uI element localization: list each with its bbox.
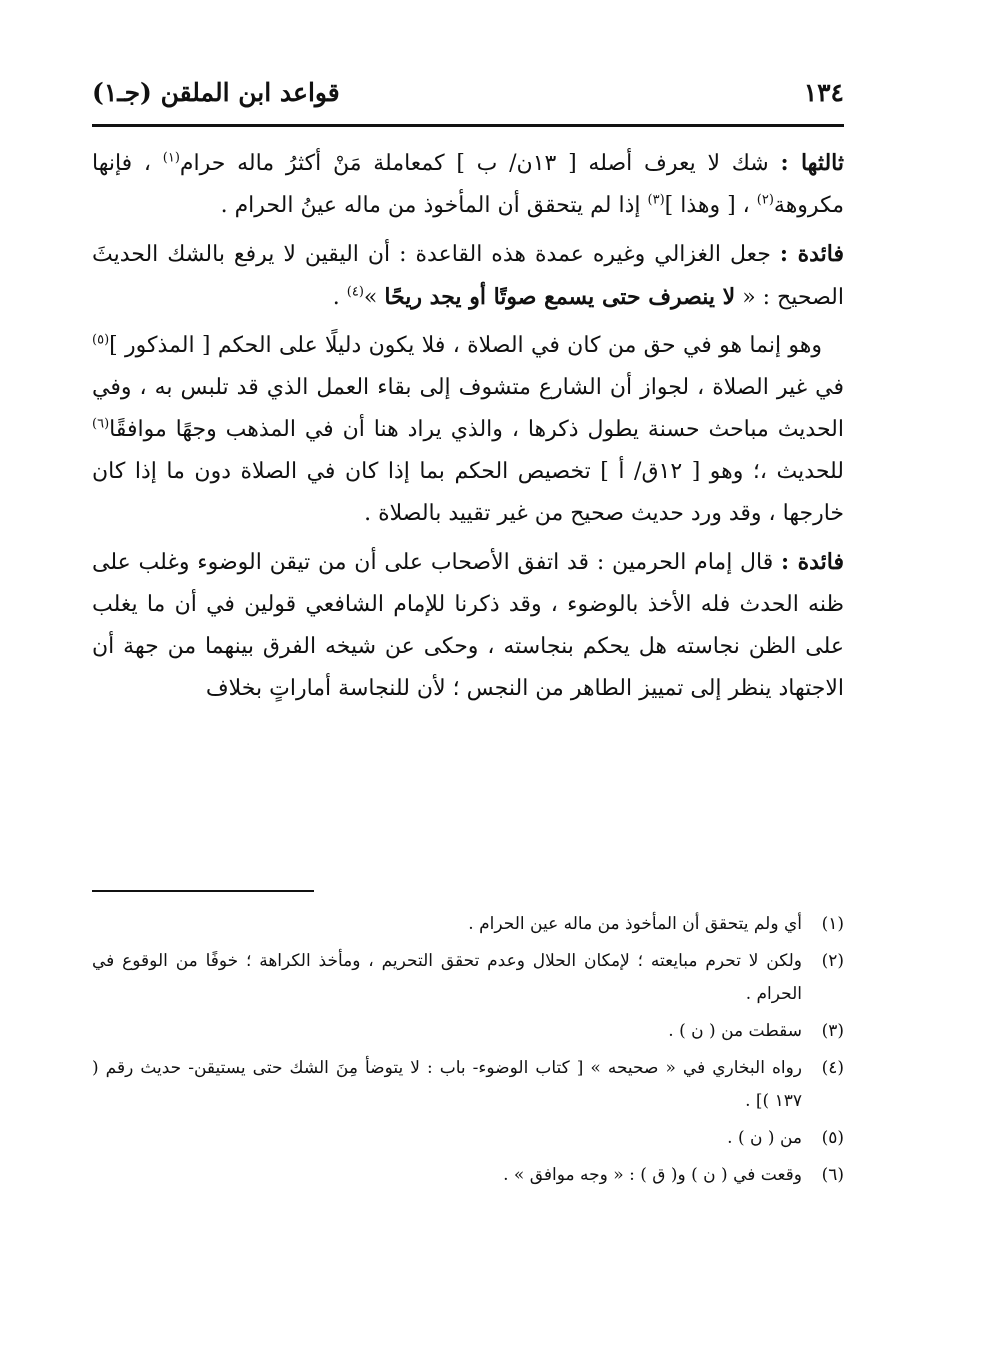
page-header [92,70,844,120]
paragraph-label: فائدة : [779,241,844,267]
text-run: في غير الصلاة ، لجواز أن الشارع متشوف إلى بقاء العمل الذي قد تلبس به ، وفي الحديث مباحث حسنة يطول ذكرها ، والذي يراد هنا أن في المذهب وجهًا موافقًا [92,375,844,442]
text-run: جعل الغزالي وغيره عمدة هذه القاعدة : أن اليقين لا يرفع بالشك الحديثَ الصحيح : « [92,242,844,310]
page-number: ١٣٤ [803,78,844,107]
paragraph-faida-ghazali [92,233,844,319]
hadith-quote: لا ينصرف حتى يسمع صوتًا أو يجد ريحًا [384,284,736,310]
footnote-item [92,908,844,941]
main-text [92,142,844,716]
text-run: ، [ وهذا ] [664,193,757,218]
footnote-text: ولكن لا تحرم مبايعته ؛ لإمكان الحلال وعدم تحقق التحريم ، ومأخذ الكراهة ؛ خوفًا من الوقوع في الحرام . [92,951,802,1004]
footnote-ref: (٤) [346,284,364,300]
text-run: إذا لم يتحقق أن المأخوذ من ماله عينُ الحرام . [220,193,648,218]
footnote-text: رواه البخاري في « صحيحه » [ كتاب الوضوء- باب : لا يتوضأ مِنَ الشك حتى يستيقن- حديث رقم ( ١٣٧ )] . [92,1058,802,1111]
header-rule [92,124,844,127]
book-page [92,70,844,1361]
footnote-number: (٢) [821,951,844,971]
footnote-text: من ( ن ) . [727,1128,802,1148]
footnote-number: (٣) [821,1021,844,1041]
footnote-number: (٤) [821,1058,844,1078]
footnote-item [92,945,844,1011]
footnote-item [92,1015,844,1048]
text-run: . [332,285,347,310]
footnote-ref: (٣) [647,192,665,208]
paragraph-commentary [92,325,844,535]
footnote-item [92,1122,844,1155]
text-run: شك لا يعرف أصله [ ١٣ن/ ب ] كمعاملة مَنْ أكثرُ ماله حرام [179,151,781,176]
paragraph-label: فائدة : [781,549,844,575]
footnote-number: (٥) [821,1128,844,1148]
text-run: قال إمام الحرمين : قد اتفق الأصحاب على أن من تيقن الوضوء وغلب على ظنه الحدث فله الأخذ بالوضوء ، وقد ذكرنا للإمام الشافعي قولين في أن ما يغلب على الظن نجاسته هل يحكم بنجاسته ، وحكى عن شيخه الفرق بينهما من جهة أن الاجتهاد ينظر إلى تمييز الطاهر من النجس ؛ لأن للنجاسة أماراتٍ بخلاف [92,550,844,701]
footnote-number: (١) [821,914,844,934]
footnote-number: (٦) [821,1165,844,1185]
text-run: ، فإنها مكروهة [92,151,844,218]
running-title: قواعد ابن الملقن (جـ١) [92,78,340,107]
footnote-ref: (٦) [92,416,110,432]
footnote-item [92,1052,844,1118]
footnotes-section [92,908,844,1196]
footnote-ref: (١) [162,150,180,166]
text-run: للحديث ،؛ وهو [ ١٢ق/ أ ] تخصيص الحكم بما إذا كان في الصلاة دون ما إذا كان خارجها ، وقد ورد حديث صحيح من غير تقييد بالصلاة . [92,459,845,526]
paragraph-thalithuha [92,142,844,227]
footnote-text: أي ولم يتحقق أن المأخوذ من ماله عين الحرام . [468,914,802,934]
footnote-separator [92,890,314,892]
footnote-text: وقعت في ( ن ) و( ق ) : « وجه موافق » . [503,1165,802,1185]
paragraph-label: ثالثها : [780,150,844,176]
text-run: وهو إنما هو في حق من كان في الصلاة ، فلا يكون دليلًا على الحكم [ المذكور ] [109,333,822,358]
footnote-item [92,1159,844,1192]
footnote-text: سقطت من ( ن ) . [668,1021,802,1041]
text-run: » [363,285,385,310]
footnote-ref: (٢) [756,192,774,208]
footnote-ref: (٥) [92,332,110,348]
paragraph-faida-haramayn [92,541,844,710]
